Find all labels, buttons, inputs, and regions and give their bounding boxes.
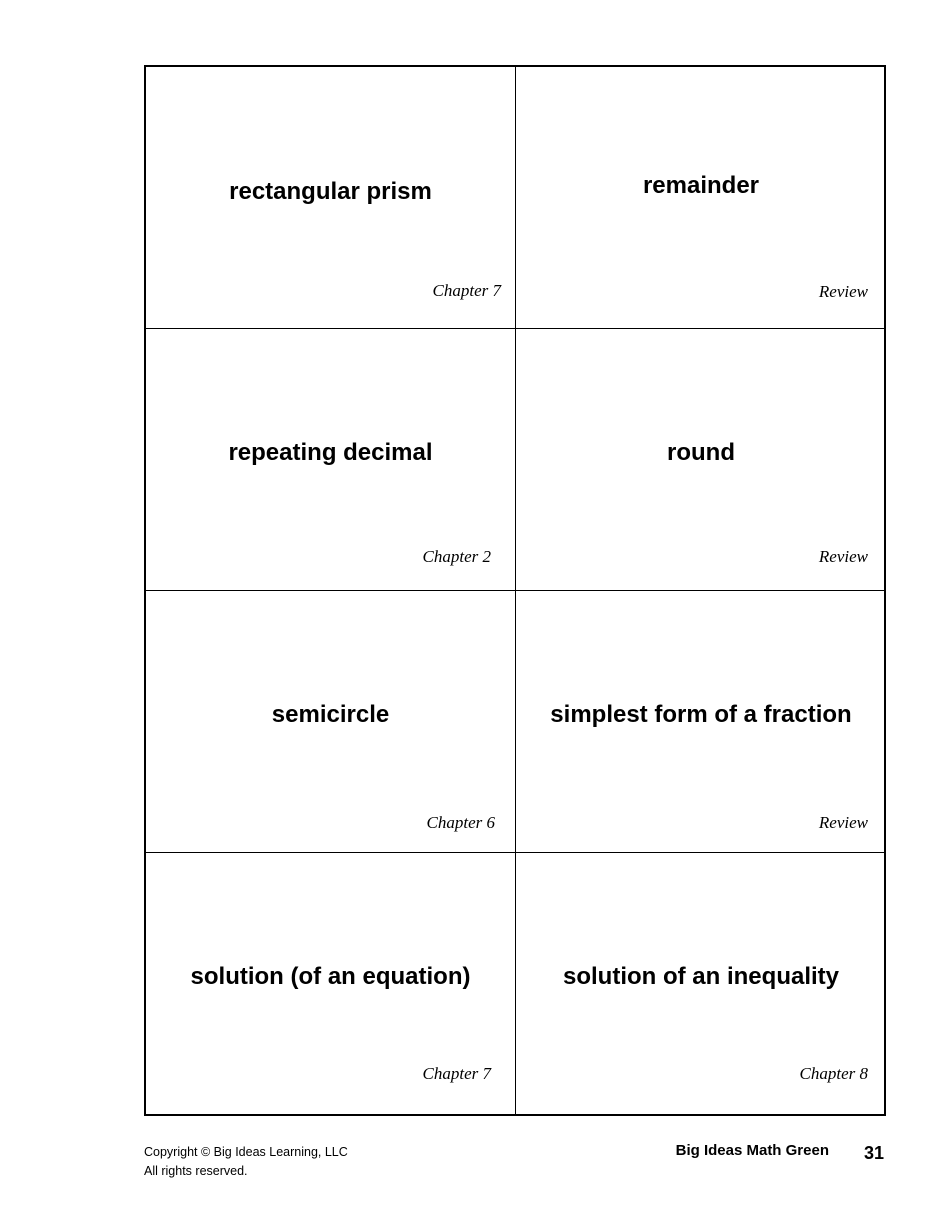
rights-line: All rights reserved.	[144, 1164, 248, 1178]
flash-card	[146, 67, 515, 328]
card-source: Chapter 6	[426, 813, 495, 832]
flash-card	[516, 853, 886, 1116]
card-term: repeating decimal	[228, 439, 433, 466]
flash-card	[516, 591, 886, 852]
card-source: Chapter 8	[799, 1064, 868, 1083]
flash-card	[146, 329, 515, 590]
flash-card	[516, 67, 886, 328]
book-title: Big Ideas Math Green	[675, 1142, 829, 1159]
flash-card-grid	[144, 65, 886, 1116]
copyright-notice	[144, 1143, 348, 1181]
card-source: Review	[818, 813, 868, 832]
card-term: simplest form of a fraction	[550, 701, 852, 728]
card-source: Chapter 7	[432, 281, 501, 300]
page-number: 31	[863, 1143, 884, 1163]
card-source: Review	[818, 282, 868, 301]
flash-card	[146, 591, 515, 852]
card-term: solution (of an equation)	[190, 963, 471, 990]
card-term: solution of an inequality	[563, 963, 839, 990]
card-source: Chapter 7	[422, 1064, 491, 1083]
card-source: Chapter 2	[422, 547, 491, 566]
card-term: rectangular prism	[229, 178, 432, 205]
copyright-line: Copyright © Big Ideas Learning, LLC	[144, 1145, 348, 1159]
card-term: round	[667, 439, 735, 466]
card-term: remainder	[642, 172, 760, 199]
flash-card	[516, 329, 886, 590]
card-term: semicircle	[271, 701, 390, 728]
flash-card	[146, 853, 515, 1116]
card-source: Review	[818, 547, 868, 566]
